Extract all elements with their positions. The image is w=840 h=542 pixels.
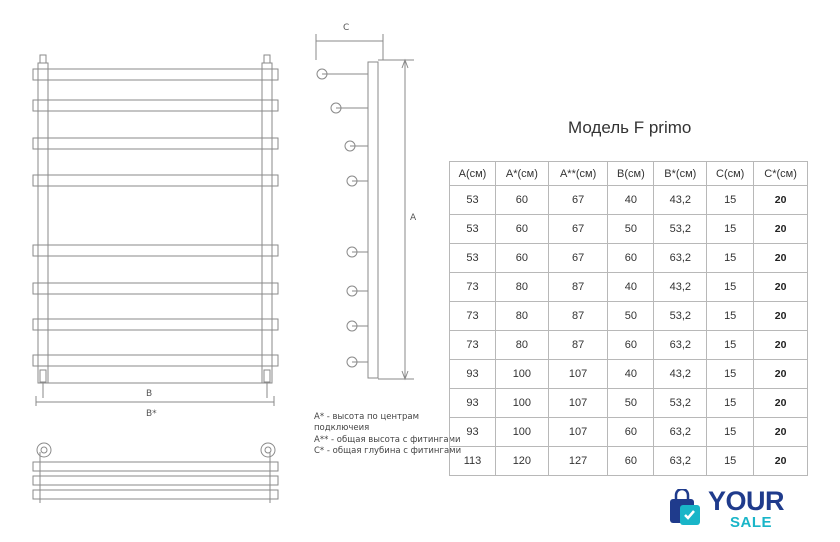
brand-logo xyxy=(666,484,798,532)
side-view xyxy=(317,62,378,378)
cell: 87 xyxy=(548,302,608,331)
dim-b-label: B xyxy=(146,389,153,399)
dimension-c xyxy=(316,34,383,60)
cell: 43,2 xyxy=(654,186,707,215)
cell: 60 xyxy=(608,244,654,273)
cell: 87 xyxy=(548,331,608,360)
cell: 53 xyxy=(450,244,496,273)
cell: 20 xyxy=(754,389,808,418)
cell: 53 xyxy=(450,186,496,215)
table-header-row xyxy=(450,162,808,186)
cell: 20 xyxy=(754,273,808,302)
cell: 67 xyxy=(548,186,608,215)
cell: 107 xyxy=(548,360,608,389)
cell: 73 xyxy=(450,331,496,360)
cell: 87 xyxy=(548,273,608,302)
spec-table xyxy=(449,161,808,476)
dim-a-label: A xyxy=(410,213,417,223)
note-a-star: A* - высота по центрам подключеия xyxy=(314,412,419,434)
cell: 15 xyxy=(707,186,754,215)
header-a-star: A*(см) xyxy=(495,162,548,186)
cell: 100 xyxy=(495,389,548,418)
cell: 20 xyxy=(754,331,808,360)
cell: 53,2 xyxy=(654,215,707,244)
cell: 93 xyxy=(450,389,496,418)
dim-c-label: C xyxy=(343,23,350,33)
cell: 53 xyxy=(450,215,496,244)
cell: 40 xyxy=(608,273,654,302)
dimension-a xyxy=(378,60,414,379)
cell: 127 xyxy=(548,447,608,476)
table-row xyxy=(450,186,808,215)
table-row xyxy=(450,273,808,302)
cell: 15 xyxy=(707,418,754,447)
cell: 20 xyxy=(754,447,808,476)
model-title: Модель F primo xyxy=(568,118,692,137)
cell: 20 xyxy=(754,215,808,244)
header-c: C(см) xyxy=(707,162,754,186)
header-b-star: B*(см) xyxy=(654,162,707,186)
cell: 15 xyxy=(707,302,754,331)
header-c-star: C*(см) xyxy=(754,162,808,186)
cell: 63,2 xyxy=(654,447,707,476)
cell: 15 xyxy=(707,389,754,418)
cell: 67 xyxy=(548,244,608,273)
note-c-star: C* - общая глубина с фитингами xyxy=(314,446,462,457)
cell: 80 xyxy=(495,331,548,360)
cell: 107 xyxy=(548,389,608,418)
dimension-notes xyxy=(314,412,464,458)
top-view xyxy=(33,443,278,503)
cell: 80 xyxy=(495,302,548,331)
cell: 43,2 xyxy=(654,273,707,302)
cell: 15 xyxy=(707,273,754,302)
cell: 15 xyxy=(707,447,754,476)
cell: 60 xyxy=(495,244,548,273)
table-row xyxy=(450,360,808,389)
cell: 15 xyxy=(707,360,754,389)
header-a: A(см) xyxy=(450,162,496,186)
front-view xyxy=(33,55,278,383)
table-row xyxy=(450,389,808,418)
cell: 67 xyxy=(548,215,608,244)
cell: 40 xyxy=(608,360,654,389)
dimension-b xyxy=(36,383,274,406)
cell: 20 xyxy=(754,302,808,331)
table-row xyxy=(450,331,808,360)
cell: 20 xyxy=(754,418,808,447)
table-row xyxy=(450,418,808,447)
cell: 60 xyxy=(495,215,548,244)
cell: 93 xyxy=(450,418,496,447)
cell: 20 xyxy=(754,360,808,389)
cell: 100 xyxy=(495,418,548,447)
cell: 60 xyxy=(495,186,548,215)
cell: 63,2 xyxy=(654,244,707,273)
cell: 107 xyxy=(548,418,608,447)
cell: 40 xyxy=(608,186,654,215)
header-b: B(см) xyxy=(608,162,654,186)
cell: 120 xyxy=(495,447,548,476)
cell: 73 xyxy=(450,302,496,331)
table-row xyxy=(450,244,808,273)
brand-word-sale: SALE xyxy=(730,514,773,531)
cell: 53,2 xyxy=(654,389,707,418)
cell: 15 xyxy=(707,244,754,273)
shopping-bag-icon xyxy=(666,489,706,529)
cell: 73 xyxy=(450,273,496,302)
cell: 50 xyxy=(608,215,654,244)
cell: 15 xyxy=(707,215,754,244)
cell: 20 xyxy=(754,186,808,215)
cell: 50 xyxy=(608,302,654,331)
brand-word-your: YOUR xyxy=(708,486,785,516)
cell: 80 xyxy=(495,273,548,302)
cell: 20 xyxy=(754,244,808,273)
cell: 60 xyxy=(608,447,654,476)
cell: 43,2 xyxy=(654,360,707,389)
cell: 63,2 xyxy=(654,418,707,447)
cell: 53,2 xyxy=(654,302,707,331)
table-row xyxy=(450,302,808,331)
cell: 63,2 xyxy=(654,331,707,360)
note-a-double-star: A** - общая высота с фитингами xyxy=(314,434,461,445)
dim-b-star-label: B* xyxy=(146,409,157,419)
cell: 100 xyxy=(495,360,548,389)
cell: 113 xyxy=(450,447,496,476)
header-a-double-star: A**(см) xyxy=(548,162,608,186)
cell: 60 xyxy=(608,418,654,447)
cell: 50 xyxy=(608,389,654,418)
cell: 93 xyxy=(450,360,496,389)
table-row xyxy=(450,447,808,476)
cell: 15 xyxy=(707,331,754,360)
cell: 60 xyxy=(608,331,654,360)
table-row xyxy=(450,215,808,244)
